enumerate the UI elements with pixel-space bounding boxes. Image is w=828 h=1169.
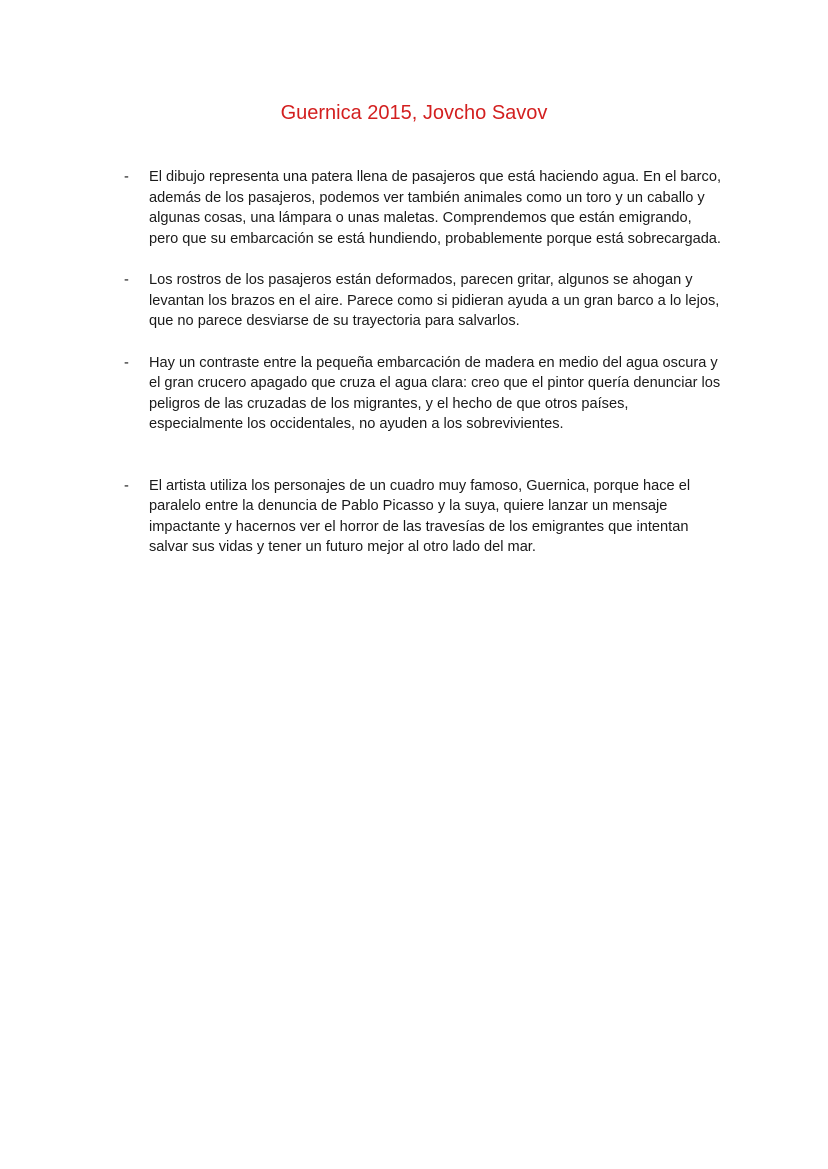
bullet-dash: - bbox=[124, 272, 129, 288]
paragraph-text: Los rostros de los pasajeros están deformados, parecen gritar, algunos se ahogan y levantan los brazos en el aire. Parece como si pidieran ayuda a un gran barco a lo lejos, que no parece desviarse de su trayectoria para salvarlos. bbox=[149, 272, 720, 329]
list-item bbox=[124, 167, 724, 249]
bullet-dash: - bbox=[124, 354, 129, 371]
paragraph-text: Hay un contraste entre la pequeña embarcación de madera en medio del agua oscura y el gran crucero apagado que cruza el agua clara: creo que el pintor quería denunciar los peligros de las cruzadas de los migrantes, y el hecho de que otros países, especialmente los occidentales, no ayuden a los sobrevivientes. bbox=[149, 354, 721, 432]
document-title: Guernica 2015, Jovcho Savov bbox=[280, 102, 548, 124]
list-item bbox=[124, 353, 724, 435]
bullet-dash: - bbox=[124, 477, 129, 494]
paragraph-text: El dibujo representa una patera llena de pasajeros que está haciendo agua. En el barco, además de los pasajeros, podemos ver también animales como un toro y un caballo y algunas cosas, una lámpara o unas maletas. Comprendemos que están emigrando, pero que su embarcación se está hundiendo, probablemente porque está sobrecargada. bbox=[149, 169, 721, 247]
list-item bbox=[124, 476, 724, 558]
bullet-list bbox=[124, 167, 724, 558]
list-item bbox=[124, 270, 724, 332]
bullet-dash: - bbox=[124, 169, 129, 185]
paragraph-text: El artista utiliza los personajes de un cuadro muy famoso, Guernica, porque hace el paralelo entre la denuncia de Pablo Picasso y la suya, quiere lanzar un mensaje impactante y hacernos ver el horror de las travesías de los emigrantes que intentan salvar sus vidas y tener un futuro mejor al otro lado del mar. bbox=[149, 477, 691, 555]
